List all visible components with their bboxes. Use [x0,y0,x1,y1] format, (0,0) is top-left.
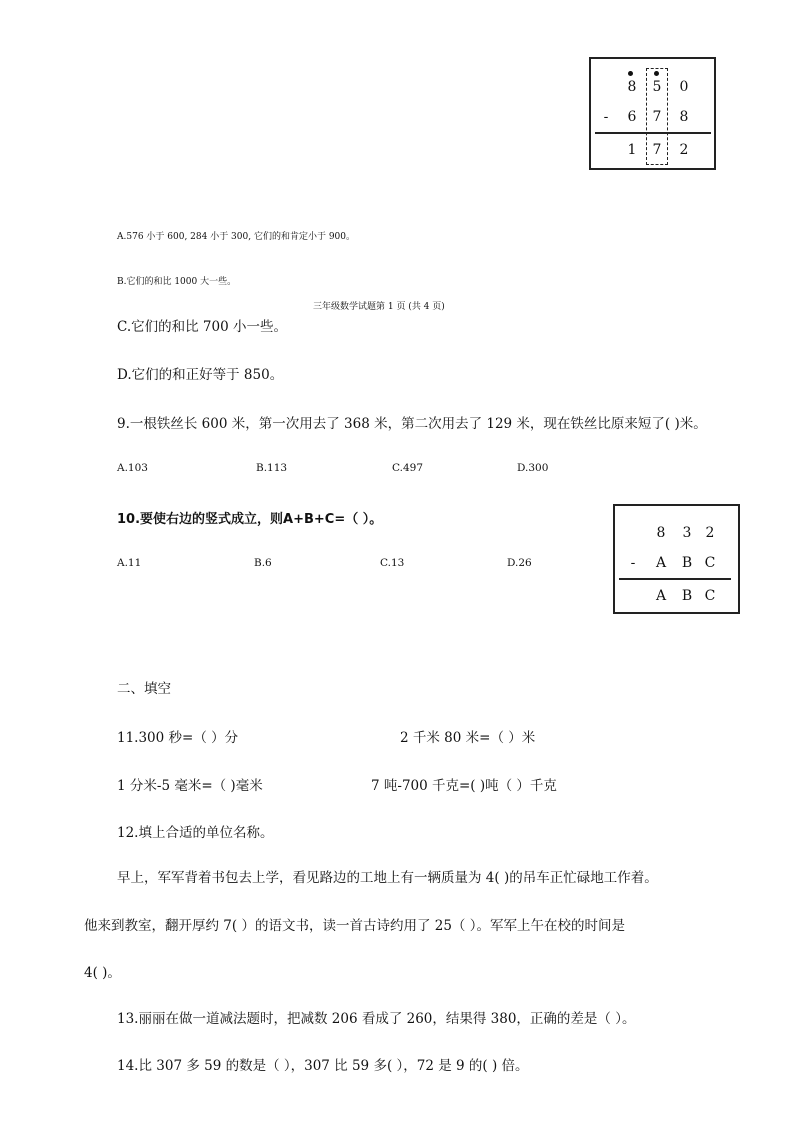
minus-sign: - [603,109,609,125]
question-14: 14.比 307 多 59 的数是（ ），307 比 59 多( ），72 是 9 的( ) 倍。 [117,1058,529,1074]
question-12-line2: 他来到教室，翻开厚约 7( ）的语文书，读一首古诗约用了 25（ ）。军军上午在校的时间是 [84,918,625,934]
question-12-line1: 早上，军军背着书包去上学，看见路边的工地上有一辆质量为 4( )的吊车正忙碌地工作着。 [117,870,658,886]
digit: 8 [627,79,637,95]
option-c: C.它们的和比 700 小一些。 [117,319,287,335]
q10-vertical-calc [613,504,740,614]
question-11b: 2 千米 80 米=（ ）米 [400,730,536,746]
q10-option-d: D.26 [507,557,532,569]
digit: 6 [627,109,637,125]
q10-option-c: C.13 [380,557,405,569]
q9-option-a: A.103 [117,462,148,474]
section-heading: 二、填空 [117,681,171,697]
letter: C [704,555,716,571]
letter: B [681,588,693,604]
question-9: 9.一根铁丝长 600 米，第一次用去了 368 米，第二次用去了 129 米，现在铁丝比原来短了( )米。 [117,416,707,432]
question-12-line3: 4( )。 [84,965,121,981]
digit: 1 [627,142,637,158]
digit: 2 [679,142,689,158]
digit: 8 [656,525,666,541]
digit: 2 [705,525,715,541]
top-vertical-calc [589,57,716,170]
q10-option-b: B.6 [254,557,272,569]
question-11d: 7 吨-700 千克=( )吨（ ）千克 [371,778,557,794]
digit: 8 [679,109,689,125]
digit: 7 [652,109,662,125]
question-11c: 1 分米-5 毫米=（ )毫米 [117,778,263,794]
digit: 3 [682,525,692,541]
borrow-dot [654,71,659,76]
q9-option-c: C.497 [392,462,424,474]
borrow-dot [628,71,633,76]
result-line [595,132,711,134]
question-10: 10.要使右边的竖式成立，则A+B+C=（ ）。 [117,512,383,527]
digit: 0 [679,79,689,95]
minus-sign: - [630,555,636,571]
q9-option-b: B.113 [256,462,288,474]
letter: C [704,588,716,604]
letter: A [655,555,667,571]
option-d: D.它们的和正好等于 850。 [117,367,284,383]
q9-option-d: D.300 [517,462,549,474]
result-line [619,578,731,580]
question-11a: 11.300 秒=（ ）分 [117,730,239,746]
option-a: A.576 小于 600, 284 小于 300, 它们的和肯定小于 900。 [117,232,355,242]
digit: 7 [652,142,662,158]
q10-option-a: A.11 [117,557,142,569]
letter: B [681,555,693,571]
letter: A [655,588,667,604]
digit: 5 [652,79,662,95]
question-13: 13.丽丽在做一道减法题时，把减数 206 看成了 260，结果得 380，正确的差是（ ）。 [117,1011,636,1027]
page-footer: 三年级数学试题第 1 页 (共 4 页) [313,302,445,312]
question-12-title: 12.填上合适的单位名称。 [117,825,274,841]
option-b: B.它们的和比 1000 大一些。 [117,277,237,287]
